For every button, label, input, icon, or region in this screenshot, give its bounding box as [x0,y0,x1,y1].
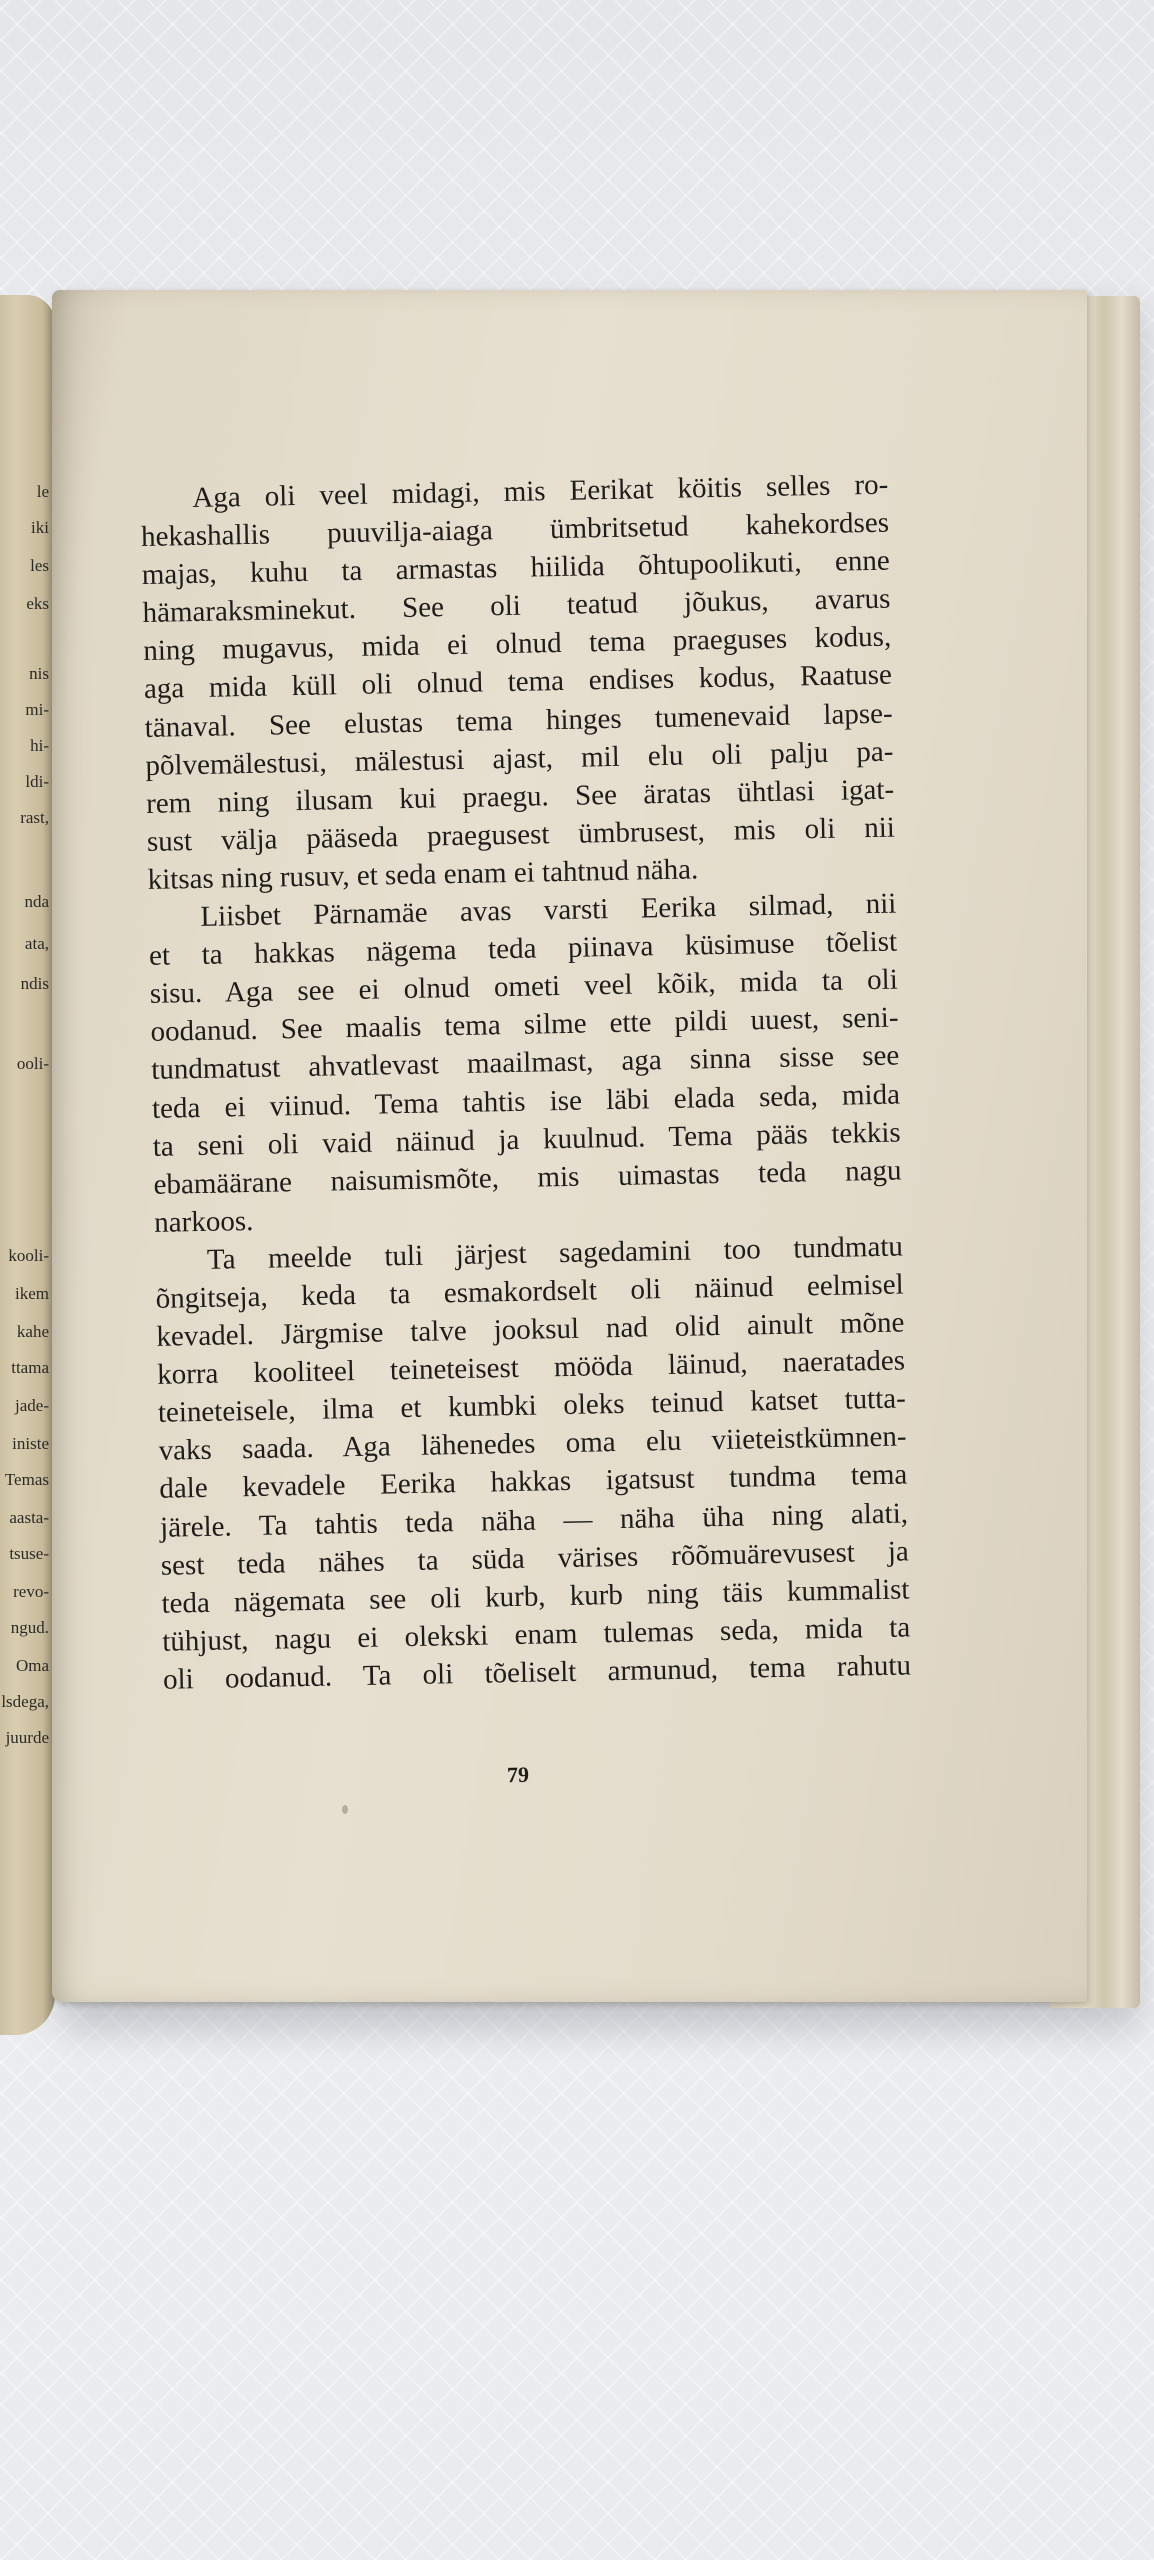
text-line: dale kevadele Eerika hakkas igatsust tundma tema [159,1458,908,1506]
text-line: aga mida küll oli olnud tema endises kodus, Raatuse [143,659,893,706]
left-page-fragment: iki [31,518,49,537]
left-page-fragment: ttama [11,1358,49,1377]
left-page-fragment: nda [24,892,49,911]
text-line: sest teda nähes ta süda värises rõõmuärevusest ja [160,1535,910,1582]
text-line: järele. Ta tahtis teda näha — näha üha ning alati, [159,1496,909,1544]
paragraph-2 [148,885,902,1242]
left-page-fragment: kahe [16,1322,49,1341]
text-line: kevadel. Järgmise talve jooksul nad olid ainult mõne [156,1306,905,1353]
text-line: tänaval. See elustas tema hinges tumenevaid lapse- [144,697,893,744]
paragraph-3 [155,1227,912,1698]
left-page-fragment: kooli- [8,1246,49,1265]
text-line: ning mugavus, mida ei olnud tema praeguses kodus, [142,620,892,668]
text-line: oli oodanud. Ta oli tõeliselt armunud, tema rahutu [162,1649,912,1696]
left-page-fragment: juurde [5,1728,49,1747]
text-line: Liisbet Pärnamäe avas varsti Eerika silmad, nii [200,887,897,933]
text-line: õngitseja, keda ta esmakordselt oli näinud eelmisel [155,1268,904,1315]
text-line: tundmatust ahvatlevast maailmast, aga sinna sisse see [151,1039,900,1087]
left-page-fragment: ngud. [10,1618,49,1637]
left-page-fragment: aasta- [9,1508,49,1527]
text-line: Aga oli veel midagi, mis Eerikat köitis selles ro- [192,468,889,514]
page-text [140,466,911,1699]
left-page-fragment: Oma [15,1656,49,1675]
left-page-fragment: eks [26,594,49,613]
paragraph-1 [140,466,896,899]
text-line: teda ei viinud. Tema tahtis ise läbi elada seda, mida [151,1078,901,1125]
left-page-fragment: jade- [15,1396,49,1415]
left-page-fragment: rast, [20,808,49,827]
left-page-fragment: tsuse- [9,1544,49,1563]
text-line: teda nägemata see oli kurb, kurb ning täis kummalist [161,1573,910,1620]
text-line: Ta meelde tuli järjest sagedamini too tundmatu [206,1230,904,1276]
text-line: oodanud. See maalis tema silme ette pildi uuest, seni- [150,1001,899,1049]
page-number: 79 [506,1761,530,1788]
text-line: vaks saada. Aga lähenedes oma elu viieteistkümnen- [158,1420,907,1468]
text-line: teineteisele, ilma et kumbki oleks teinud katset tutta- [157,1382,907,1430]
text-line: sust välja pääseda praegusest ümbrusest, mis oli nii [146,811,896,858]
left-page-fragment: lsdega, [1,1692,49,1711]
left-page-fragment: hi- [30,736,49,755]
text-line: korra kooliteel teineteisest mööda läinud, naeratades [156,1344,906,1391]
text-line: majas, kuhu ta armastas hiilida õhtupoolikuti, enne [141,544,890,592]
text-line: ebamäärane naisumismõte, mis uimastas teda nagu [153,1154,902,1201]
left-page-fragment: ooli- [16,1054,49,1073]
left-page-fragment: Temas [4,1470,49,1489]
text-line: ta seni oli vaid näinud ja kuulnud. Tema pääs tekkis [152,1116,901,1163]
left-page-edge [0,295,55,2035]
text-line: et ta hakkas nägema teda piinava küsimuse tõelist [148,925,898,973]
text-line: rem ning ilusam kui praegu. See äratas ühtlasi igat- [145,773,895,820]
text-line: hämaraksminekut. See oli teatud jõukus, avarus [142,582,891,630]
paper-speck [342,1805,348,1814]
left-page-fragment: revo- [13,1582,49,1601]
left-page-fragment: ata, [24,934,49,953]
text-line: tühjust, nagu ei olekski enam tulemas seda, mida ta [161,1611,911,1658]
text-line: narkoos. [153,1204,254,1239]
text-line: kitsas ning rusuv, et seda enam ei tahtnud näha. [147,853,699,896]
left-page-fragment: nis [29,664,49,683]
left-page-fragment: mi- [25,700,49,719]
left-page-fragment: ldi- [25,772,49,791]
text-line: hekashallis puuvilja-aiaga ümbritsetud kahekordses [140,506,890,554]
text-line: põlvemälestusi, mälestusi ajast, mil elu oli palju pa- [145,735,894,782]
left-page-fragment: iniste [12,1434,49,1453]
left-page-fragment: ndis [20,974,49,993]
left-page-fragment: ikem [15,1284,49,1303]
left-page-fragment: le [36,482,49,501]
text-line: sisu. Aga see ei olnud ometi veel kõik, mida ta oli [149,963,899,1011]
left-page-fragment: les [30,556,49,575]
